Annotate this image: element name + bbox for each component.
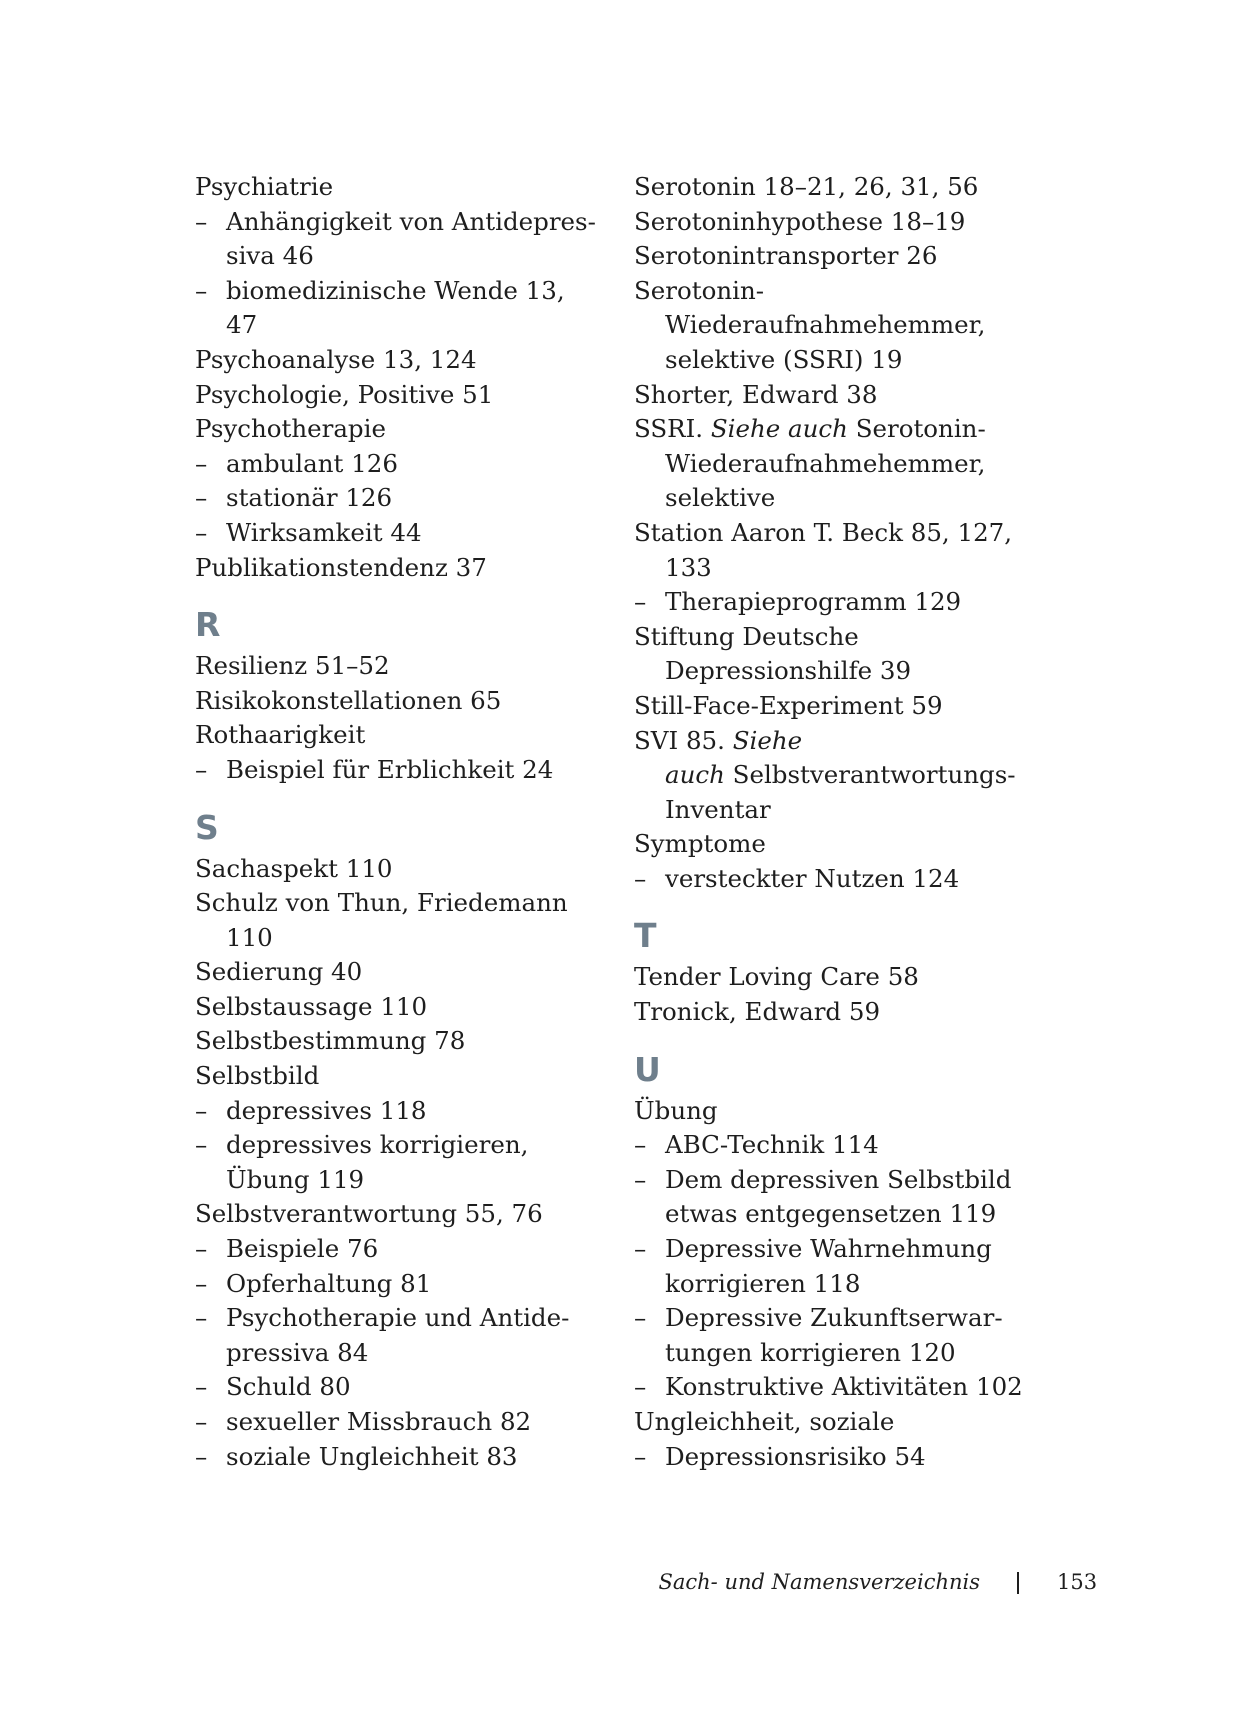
subentry-dash: – <box>195 483 208 513</box>
subentry-text: Therapieprogramm 129 <box>665 587 962 617</box>
index-entries-left <box>195 170 595 1474</box>
subentry-text: depressives korrigieren, <box>226 1130 529 1160</box>
subentry-dash: – <box>195 1441 208 1471</box>
index-subentry <box>195 481 595 516</box>
index-subentry <box>195 1094 595 1129</box>
index-entry-continuation: Wiederaufnahmehemmer, <box>665 310 986 340</box>
index-entry: Serotonin 18–21, 26, 31, 56 <box>634 172 979 201</box>
index-entry-continuation: Depressionshilfe 39 <box>665 656 912 686</box>
subentry-dash: – <box>195 754 208 784</box>
cross-reference-label: Siehe <box>732 725 803 755</box>
index-entry: Tronick, Edward 59 <box>634 997 881 1027</box>
subentry-dash: – <box>195 517 208 547</box>
cross-reference-label: auch <box>665 760 725 790</box>
index-entry-continuation: 133 <box>665 552 712 582</box>
subentry-dash: – <box>634 1372 647 1402</box>
index-subentry <box>195 274 595 309</box>
subentry-dash: – <box>195 1268 208 1298</box>
subentry-dash: – <box>195 1303 208 1333</box>
index-entry: Serotonin- <box>634 275 765 305</box>
subentry-dash: – <box>634 863 647 893</box>
subentry-text: depressives 118 <box>226 1095 427 1125</box>
subentry-dash: – <box>634 1303 647 1333</box>
index-subentry <box>634 585 1054 620</box>
subentry-text: Beispiele 76 <box>226 1234 379 1264</box>
index-entry-continuation: 47 <box>226 310 258 340</box>
subentry-dash: – <box>195 448 208 478</box>
entry-text-part: Serotonin- <box>847 414 986 444</box>
index-subentry <box>195 1301 595 1336</box>
subentry-text: Beispiel für Erblichkeit 24 <box>226 754 554 784</box>
index-entry: Station Aaron T. Beck 85, 127, <box>634 517 1013 547</box>
subentry-text: Dem depressiven Selbstbild <box>665 1164 1012 1194</box>
index-subentry <box>195 447 595 482</box>
index-entry: Ungleichheit, soziale <box>634 1407 895 1436</box>
subentry-dash: – <box>195 1130 208 1160</box>
index-entry: Resilienz 51–52 <box>195 651 390 681</box>
index-subentry <box>195 205 595 240</box>
index-subentry <box>634 1232 1054 1267</box>
index-entry-continuation: Inventar <box>665 794 771 824</box>
index-entry: Tender Loving Care 58 <box>634 962 919 992</box>
index-entry-continuation <box>634 758 1054 793</box>
subentry-text: Opferhaltung 81 <box>226 1268 432 1298</box>
subentry-text: Depressive Wahrnehmung <box>665 1234 992 1264</box>
subentry-text: soziale Ungleichheit 83 <box>226 1441 518 1471</box>
subentry-text: Schuld 80 <box>226 1372 351 1402</box>
index-entry-continuation: korrigieren 118 <box>665 1268 861 1298</box>
subentry-text: Konstruktive Aktivitäten 102 <box>665 1372 1023 1402</box>
index-entry: Psychotherapie <box>195 414 386 444</box>
index-subentry <box>195 753 595 788</box>
index-entry: Übung <box>634 1095 718 1125</box>
subentry-dash: – <box>634 1441 647 1471</box>
index-subentry <box>195 1440 595 1475</box>
index-entry: Selbstbestimmung 78 <box>195 1026 466 1056</box>
index-entry: Serotoninhypothese 18–19 <box>634 206 966 236</box>
index-entry-continuation: 110 <box>226 922 273 952</box>
index-entry: Still-Face-Experiment 59 <box>634 690 943 720</box>
index-entry: Psychiatrie <box>195 172 334 201</box>
entry-text-part: SSRI. <box>634 414 711 444</box>
page-number: 153 <box>1057 1570 1098 1594</box>
index-subentry <box>634 1163 1054 1198</box>
subentry-text: Depressionsrisiko 54 <box>665 1441 926 1471</box>
index-subentry <box>195 1405 595 1440</box>
cross-reference-label: Siehe auch <box>710 414 848 444</box>
index-entry: Symptome <box>634 829 766 859</box>
section-letter-heading: T <box>634 916 657 956</box>
page-footer <box>0 1570 1260 1600</box>
index-entry: Sachaspekt 110 <box>195 853 393 883</box>
subentry-dash: – <box>195 206 208 236</box>
index-entry: Rothaarigkeit <box>195 720 366 750</box>
subentry-dash: – <box>195 1234 208 1264</box>
subentry-text: ambulant 126 <box>226 448 398 478</box>
index-entry: Selbstaussage 110 <box>195 991 428 1021</box>
index-entry: Sedierung 40 <box>195 957 363 987</box>
index-column-left <box>195 170 595 1474</box>
index-subentry <box>195 1370 595 1405</box>
index-entry: Selbstbild <box>195 1061 320 1091</box>
index-entry: Stiftung Deutsche <box>634 621 859 651</box>
index-subentry <box>195 1232 595 1267</box>
subentry-dash: – <box>634 1164 647 1194</box>
subentry-text: Psychotherapie und Antide- <box>226 1303 570 1333</box>
section-letter-heading: S <box>195 807 219 847</box>
index-entry-continuation: tungen korrigieren 120 <box>665 1337 956 1367</box>
index-entry-continuation: pressiva 84 <box>226 1337 369 1367</box>
index-entry: Psychologie, Positive 51 <box>195 379 494 409</box>
entry-text-part: SVI 85. <box>634 725 733 755</box>
subentry-text: Anhängigkeit von Antidepres- <box>226 206 596 236</box>
subentry-text: stationär 126 <box>226 483 393 513</box>
index-subentry <box>195 1267 595 1302</box>
index-entry-continuation: selektive (SSRI) 19 <box>665 344 903 374</box>
subentry-dash: – <box>195 1372 208 1402</box>
subentry-dash: – <box>634 1234 647 1264</box>
index-entry-continuation: etwas entgegensetzen 119 <box>665 1199 997 1229</box>
index-entry: Serotonintransporter 26 <box>634 241 938 271</box>
index-subentry <box>195 516 595 551</box>
index-subentry <box>634 1370 1054 1405</box>
running-footer-title: Sach- und Namensverzeichnis <box>658 1570 980 1594</box>
index-entry-continuation: Übung 119 <box>226 1164 365 1194</box>
subentry-dash: – <box>634 1130 647 1160</box>
entry-text-part: Selbstverantwortungs- <box>724 760 1016 790</box>
subentry-dash: – <box>195 1095 208 1125</box>
index-entry: Selbstverantwortung 55, 76 <box>195 1199 543 1229</box>
subentry-text: Depressive Zukunftserwar- <box>665 1303 1003 1333</box>
index-entry-continuation: Wiederaufnahmehemmer, <box>665 448 986 478</box>
index-entry: Publikationstendenz 37 <box>195 552 487 582</box>
subentry-text: Wirksamkeit 44 <box>226 517 422 547</box>
index-entry-continuation: siva 46 <box>226 241 314 271</box>
index-entry: Shorter, Edward 38 <box>634 379 878 409</box>
subentry-dash: – <box>195 275 208 305</box>
index-subentry <box>634 862 1054 897</box>
subentry-dash: – <box>195 1407 208 1436</box>
index-column-right <box>634 170 1054 1474</box>
index-entry <box>634 412 1054 447</box>
subentry-text: ABC-Technik 114 <box>665 1130 879 1160</box>
subentry-text: sexueller Missbrauch 82 <box>226 1407 532 1436</box>
subentry-dash: – <box>634 587 647 617</box>
index-entry <box>634 724 1054 759</box>
subentry-text: biomedizinische Wende 13, <box>226 275 565 305</box>
index-entry: Risikokonstellationen 65 <box>195 685 502 715</box>
index-subentry <box>634 1440 1054 1475</box>
index-entry: Psychoanalyse 13, 124 <box>195 344 477 374</box>
section-letter-heading: U <box>634 1049 661 1089</box>
index-subentry <box>634 1128 1054 1163</box>
index-entry: Schulz von Thun, Friedemann <box>195 888 568 918</box>
subentry-text: versteckter Nutzen 124 <box>665 863 960 893</box>
index-subentry <box>195 1128 595 1163</box>
index-subentry <box>634 1301 1054 1336</box>
footer-separator <box>1017 1572 1019 1594</box>
section-letter-heading: R <box>195 605 221 645</box>
index-entry-continuation: selektive <box>665 483 776 513</box>
index-entries-right <box>634 170 1054 1474</box>
